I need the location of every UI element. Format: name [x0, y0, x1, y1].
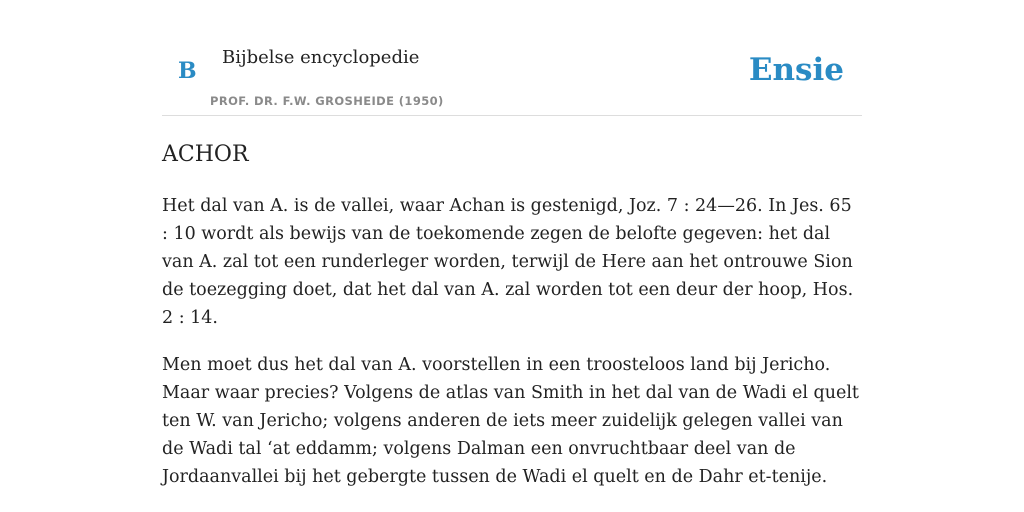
work-author: PROF. DR. F.W. GROSHEIDE (1950) [210, 94, 444, 108]
article-page [162, 0, 862, 512]
entry-paragraph: Het dal van A. is de vallei, waar Achan is gestenigd, Joz. 7 : 24—26. In Jes. 65 : 10 wordt als bewijs van de toekomende zegen de belofte gegeven: het dal van A. zal tot een runderleger worden, terwijl de Here aan het ontrouwe Sion de toezegging doet, dat het dal van A. zal worden tot een deur der hoop, Hos. 2 : 14. [162, 196, 854, 328]
entry-paragraph: Men moet dus het dal van A. voorstellen in een troosteloos land bij Jericho. Maar waar precies? Volgens de atlas van Smith in het dal van de Wadi el quelt ten W. van Jericho; volgens anderen de iets meer zuidelijk gelegen vallei van de Wadi tal ‘at eddamm; volgens Dalman een onvruchtbaar deel van de Jordaanvallei bij het gebergte tussen de Wadi el quelt en de Dahr et-tenije. [162, 355, 859, 487]
work-title-link[interactable]: Bijbelse encyclopedie [222, 47, 420, 68]
entry-title: ACHOR [162, 142, 249, 167]
encyclopedia-header [162, 0, 862, 116]
entry-body [162, 192, 862, 510]
volume-letter: B [178, 58, 197, 84]
ensie-logo-link[interactable]: Ensie [748, 52, 844, 88]
